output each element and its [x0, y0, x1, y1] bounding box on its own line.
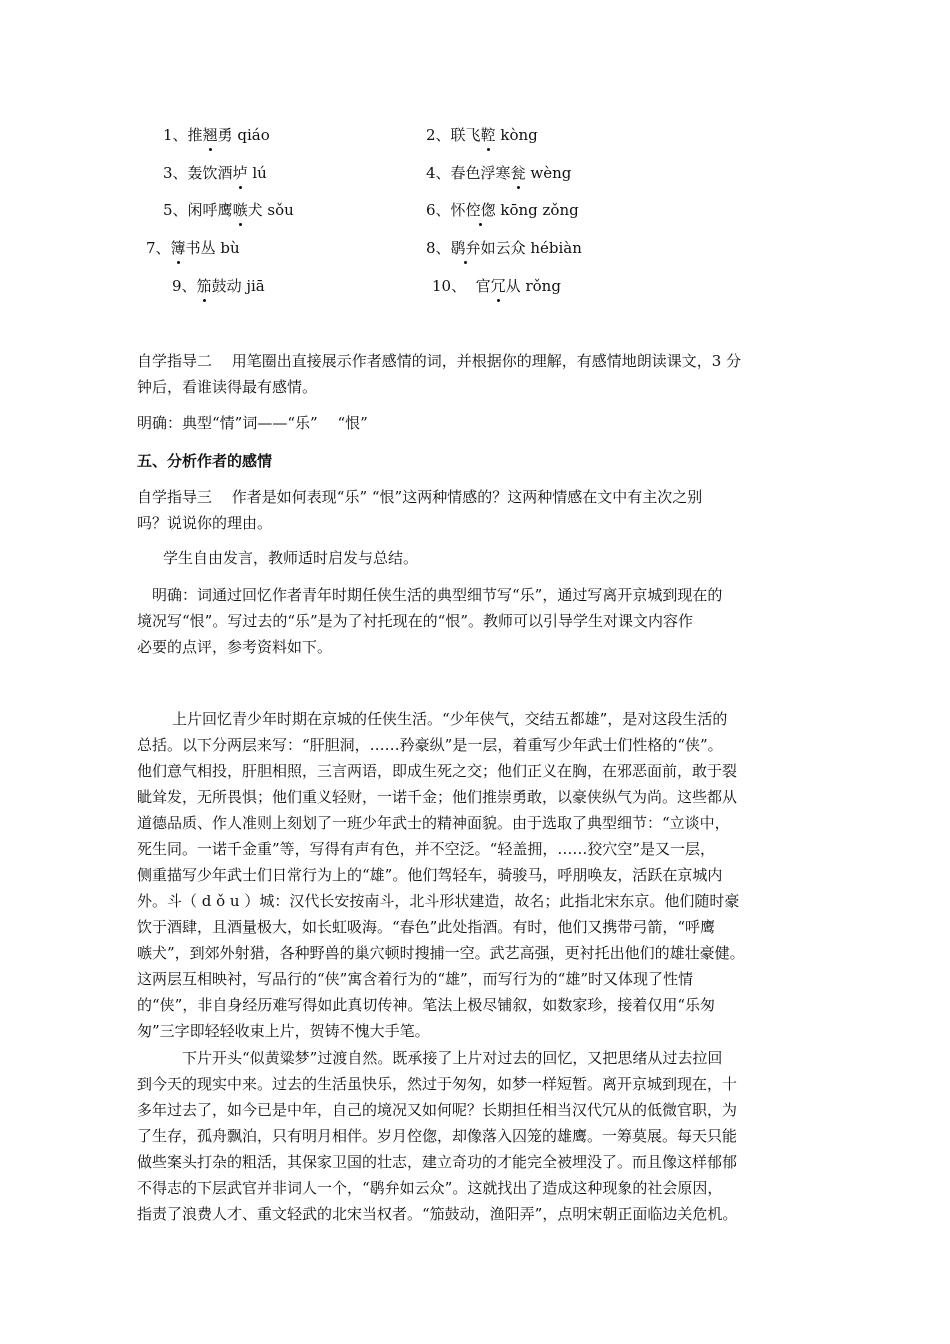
vocab-pinyin: hébiàn — [530, 239, 582, 257]
vocab-text: 闲呼鹰 — [187, 201, 233, 219]
paragraph-line: 的“侠”，非自身经历难写得如此真切传神。笔法上极尽铺叙，如数家珍，接着仅用“乐匆 — [137, 996, 716, 1014]
vocab-pinyin: bù — [220, 239, 240, 257]
vocab-number: 3、 — [163, 164, 188, 182]
paragraph-line: 明确：词通过回忆作者青年时期任侠生活的典型细节写“乐”，通过写离开京城到现在的 — [152, 586, 723, 604]
vocab-dotted-char: 鞚 — [480, 126, 496, 144]
paragraph-line: 指责了浪费人才、重文轻武的北宋当权者。“笳鼓动，渔阳弄”，点明宋朝正面临边关危机。 — [137, 1205, 738, 1223]
vocab-number: 10、 — [432, 277, 467, 295]
paragraph-line: 总括。以下分两层来写：“肝胆洞，……矜豪纵”是一层，着重写少年武士们性格的“侠”。 — [137, 736, 723, 754]
vocab-text: 春色浮寒 — [450, 164, 511, 182]
vocab-item — [146, 237, 240, 259]
paragraph-line: 匆”三字即轻轻收束上片，贺铸不愧大手笔。 — [137, 1022, 430, 1040]
paragraph-line: 饮于酒肆，且酒量极大，如长虹吸海。“春色”此处指酒。有时，他们又携带弓箭，“呼鹰 — [137, 918, 716, 936]
section-heading — [137, 448, 813, 474]
vocab-number: 5、 — [163, 201, 188, 219]
vocab-number: 7、 — [146, 239, 171, 257]
upper-stanza-paragraph — [137, 706, 813, 1044]
vocab-dotted-char: 鹖弁 — [450, 239, 481, 257]
paragraph-line: 了生存，孤舟飘泊，只有明月相伴。岁月倥偬，却像落入囚笼的雄鹰。一筹莫展。每天只能 — [137, 1127, 738, 1145]
vocab-number: 1、 — [163, 126, 188, 144]
vocab-number: 2、 — [426, 126, 451, 144]
clarification-1 — [137, 410, 813, 436]
vocab-dotted-char: 倥偬 — [465, 201, 496, 219]
paragraph-line: 道德品质、作人准则上刻划了一班少年武士的精神面貌。由于选取了典型细节：“立谈中， — [137, 814, 730, 832]
vocab-pinyin: rǒng — [525, 277, 561, 295]
vocab-text: 联飞 — [450, 126, 481, 144]
discussion-text: 学生自由发言，教师适时启发与总结。 — [163, 549, 419, 567]
vocab-text: 如云众 — [480, 239, 526, 257]
guide-line: 自学指导三 作者是如何表现“乐” “恨”这两种情感的？这两种情感在文中有主次之别 — [137, 488, 703, 506]
vocab-text: 犬 — [247, 201, 263, 219]
vocab-dotted-char: 瓮 — [510, 164, 526, 182]
vocab-pinyin: qiáo — [237, 126, 270, 144]
paragraph-line: 嗾犬”，到郊外射猎，各种野兽的巢穴顿时搜捕一空。武艺高强，更衬托出他们的雄壮豪健。 — [137, 944, 745, 962]
vocab-pinyin: sǒu — [267, 201, 294, 219]
vocab-text: 勇 — [217, 126, 233, 144]
clarification-text: 明确：典型“情”词——“乐” “恨” — [137, 414, 368, 432]
paragraph-line: 必要的点评，参考资料如下。 — [137, 638, 333, 656]
paragraph-line: 他们意气相投，肝胆相照，三言两语，即成生死之交；他们正义在胸，在邪恶面前，敢于裂 — [137, 762, 738, 780]
vocab-dotted-char: 笳 — [196, 277, 212, 295]
vocab-number: 9、 — [172, 277, 197, 295]
clarification-2 — [137, 582, 813, 660]
paragraph-line: 眦耸发，无所畏惧；他们重义轻财，一诺千金；他们推崇勇敢，以豪侠纵气为尚。这些都从 — [137, 788, 738, 806]
paragraph-line: 侧重描写少年武士们日常行为上的“雄”。他们驾轻车，骑骏马，呼朋唤友，活跃在京城内 — [137, 866, 723, 884]
vocab-number: 8、 — [426, 239, 451, 257]
vocab-item — [426, 162, 571, 184]
vocab-text: 书丛 — [185, 239, 216, 257]
paragraph-line: 到今天的现实中来。过去的生活虽快乐，然过于匆匆，如梦一样短暂。离开京城到现在，十 — [137, 1075, 738, 1093]
vocab-item — [426, 199, 579, 221]
vocab-text: 轰饮酒 — [187, 164, 233, 182]
vocab-dotted-char: 嗾 — [232, 201, 248, 219]
section-title: 五、分析作者的感情 — [137, 452, 273, 470]
vocab-dotted-char: 冗 — [490, 277, 506, 295]
paragraph-line: 多年过去了，如今已是中年，自己的境况又如何呢？长期担任相当汉代冗从的低微官职，为 — [137, 1101, 738, 1119]
guide-line: 自学指导二 用笔圈出直接展示作者感情的词，并根据你的理解，有感情地朗读课文，3 分 — [137, 352, 742, 370]
paragraph-line: 上片回忆青少年时期在京城的任侠生活。“少年侠气，交结五都雄”，是对这段生活的 — [172, 710, 728, 728]
guide-line: 吗？说说你的理由。 — [137, 514, 273, 532]
paragraph-line: 这两层互相映衬，写品行的“侠”寓含着行为的“雄”，而写行为的“雄”时又体现了性情 — [137, 970, 694, 988]
vocab-text: 鼓动 — [211, 277, 242, 295]
vocab-item — [426, 124, 538, 146]
vocab-pinyin: wèng — [530, 164, 572, 182]
vocab-pinyin: jiā — [246, 277, 265, 295]
vocab-number: 4、 — [426, 164, 451, 182]
vocab-item — [163, 199, 294, 221]
vocab-dotted-char: 簿 — [170, 239, 186, 257]
paragraph-line: 外。斗（ d ǒ u ）城：汉代长安按南斗，北斗形状建造，故名；此指北宋东京。他们随时豪 — [137, 892, 740, 910]
self-study-guide-2 — [137, 348, 813, 400]
vocab-item — [432, 275, 561, 297]
paragraph-line: 下片开头“似黄粱梦”过渡自然。既承接了上片对过去的回忆，又把思绪从过去拉回 — [182, 1049, 723, 1067]
self-study-guide-3 — [137, 484, 813, 536]
vocab-pinyin: kòng — [500, 126, 538, 144]
paragraph-line: 做些案头打杂的粗活，其保家卫国的壮志，建立奇功的才能完全被埋没了。而且像这样郁郁 — [137, 1153, 738, 1171]
vocab-number: 6、 — [426, 201, 451, 219]
vocab-dotted-char: 翘 — [202, 126, 218, 144]
vocab-item — [426, 237, 582, 259]
paragraph-line: 不得志的下层武官并非词人一个，“鹖弁如云众”。这就找出了造成这种现象的社会原因， — [137, 1179, 723, 1197]
vocab-item — [163, 124, 270, 146]
paragraph-line: 死生同。一诺千金重”等，写得有声有色，并不空泛。“轻盖拥，……狡穴空”是又一层， — [137, 840, 716, 858]
vocab-text: 推 — [187, 126, 203, 144]
vocab-dotted-char: 垆 — [232, 164, 248, 182]
vocab-pinyin: lú — [252, 164, 267, 182]
discussion-note — [163, 545, 839, 571]
vocab-text: 官 — [475, 277, 491, 295]
paragraph-line: 境况写“恨”。写过去的“乐”是为了衬托现在的“恨”。教师可以引导学生对课文内容作 — [137, 612, 694, 630]
vocab-pinyin: kōng zǒng — [500, 201, 579, 219]
vocab-text: 怀 — [450, 201, 466, 219]
vocab-item — [163, 162, 267, 184]
lower-stanza-paragraph — [137, 1045, 813, 1227]
vocab-item — [172, 275, 265, 297]
guide-line: 钟后，看谁读得最有感情。 — [137, 378, 318, 396]
vocab-text: 从 — [505, 277, 521, 295]
